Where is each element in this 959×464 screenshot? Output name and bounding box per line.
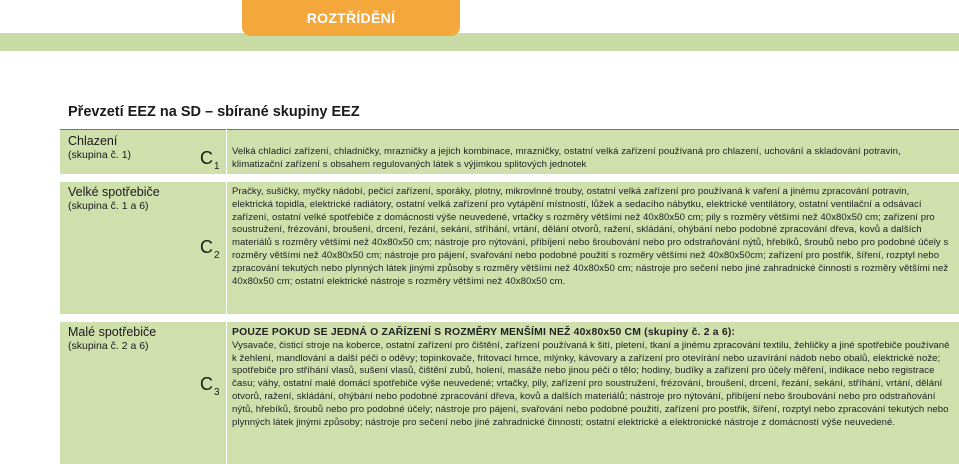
category-name: Velké spotřebiče bbox=[68, 185, 160, 199]
row-separator bbox=[60, 174, 959, 182]
description-lead: POUZE POKUD SE JEDNÁ O ZAŘÍZENÍ S ROZMĚRY MENŠÍMI NEŽ 40x80x50 CM (skupiny č. 2 a 6): bbox=[232, 327, 736, 338]
category-code bbox=[200, 148, 220, 172]
category-description bbox=[232, 327, 952, 429]
code-letter: C bbox=[200, 237, 213, 257]
category-name: Malé spotřebiče bbox=[68, 325, 157, 339]
category-name: Chlazení bbox=[68, 134, 118, 148]
code-letter: C bbox=[200, 148, 213, 168]
description-text: Vysavače, čisticí stroje na koberce, ostatní zařízení pro čištění, zařízení používaná k šití, pletení, tkaní a jinému zpracování textilu, žehličky a jiné spotřebiče používané k žehlení, mandlování a další péči o oděvy; topinkovače, fritovací hrnce, mlýnky, kávovary a zařízení pro otevírání nebo uzavírání nádob nebo obalů, elektrické nože; spotřebiče pro stříhání vlasů, sušení vlasů, čištění zubů, holení, masáže nebo jinou péči o tělo; hodiny, budíky a zařízení pro účely měření, indikace nebo registrace času; váhy, ostatní malé domácí spotřebiče výše neuvedené; vrtačky, pily, zařízení pro soustružení, frézování, broušení, drcení, řezání, sekání, stříhání, vrtání, dělání otvorů, ražení, skládání, ohýbání nebo podobné zpracování dřeva, kovů a dalších materiálů; nástroje pro nýtování, přibíjení nebo šroubování nebo pro odstraňování nýtů, hřebíků, šroubů nebo pro podobné účely; nástroje pro pájení, svařování nebo podobné použití, zařízení pro postřik, šíření, rozptyl nebo zpracování tekutých nebo plynných látek jinými způsoby; nástroje pro sečení nebo jiné zahradnické činnosti; ostatní elektrické a elektronické nástroje z domácností výše neuvedené. bbox=[232, 339, 950, 428]
category-large-appliances bbox=[68, 185, 160, 213]
table-title-row bbox=[60, 95, 959, 130]
code-letter: C bbox=[200, 374, 213, 394]
table-title: Převzetí EEZ na SD – sbírané skupiny EEZ bbox=[68, 104, 360, 120]
category-small-appliances bbox=[68, 325, 156, 353]
category-subgroup: (skupina č. 1 a 6) bbox=[68, 200, 149, 212]
category-code bbox=[200, 374, 220, 398]
category-subgroup: (skupina č. 1) bbox=[68, 149, 132, 161]
header-band bbox=[0, 33, 959, 51]
section-tab[interactable]: ROZTŘÍDĚNÍ bbox=[242, 0, 460, 36]
category-subgroup: (skupina č. 2 a 6) bbox=[68, 340, 149, 352]
category-cooling bbox=[68, 134, 131, 162]
row-separator bbox=[60, 314, 959, 322]
code-index: 3 bbox=[214, 387, 220, 398]
code-index: 1 bbox=[214, 161, 220, 172]
category-code bbox=[200, 237, 220, 261]
category-description: Pračky, sušičky, myčky nádobí, pečicí zařízení, sporáky, plotny, mikrovlnné trouby, ostatní velká zařízení pro používaná k vaření a jinému zpracování potravin, elektrická topidla, elektrické radiátory, ostatní velká zařízení pro vytápění místností, lůžek a sedacího nábytku, elektrické ventilátory, ostatní ventilační a odsávací zařízení, ostatní velké spotřebiče z domácnosti výše neuvedené, vrtačky s rozměry většími než 40x80x50 cm; pily s rozměry většími než 40x80x50 cm; zařízení pro soustružení, frézování, broušení, drcení, řezání, sekání, stříhání, vrtání, dělání otvorů, ražení, skládání, ohýbání nebo podobné zpracování dřeva, kovů a dalších materiálů s rozměry většími než 40x80x50 cm; nástroje pro nýtování, přibíjení nebo šroubování nebo pro odstraňování nýtů, hřebíků, šroubů nebo pro podobné účely s rozměry většími než 40x80x50 cm; nástroje pro pájení, svařování nebo podobné použití s rozměry většími než 40x80x50cm; zařízení pro postřik, šíření, rozptyl nebo zpracování tekutých nebo plynných látek jinými způsoby s rozměry většími než 40x80x50 cm; nástroje pro sečení nebo jiné zahradnické činnosti s rozměry většími než 40x80x50 cm; ostatní elektrické nástroje s rozměry většími než 40x80x50 cm. bbox=[232, 186, 949, 287]
code-index: 2 bbox=[214, 250, 220, 261]
column-divider bbox=[226, 129, 227, 464]
category-description: Velká chladicí zařízení, chladničky, mrazničky a jejich kombinace, mrazničky, ostatní velká zařízení používaná pro chlazení, uchování a skladování potravin, klimatizační zařízení s obsahem regulovaných látek s výjimkou splitových jednotek bbox=[232, 146, 901, 170]
